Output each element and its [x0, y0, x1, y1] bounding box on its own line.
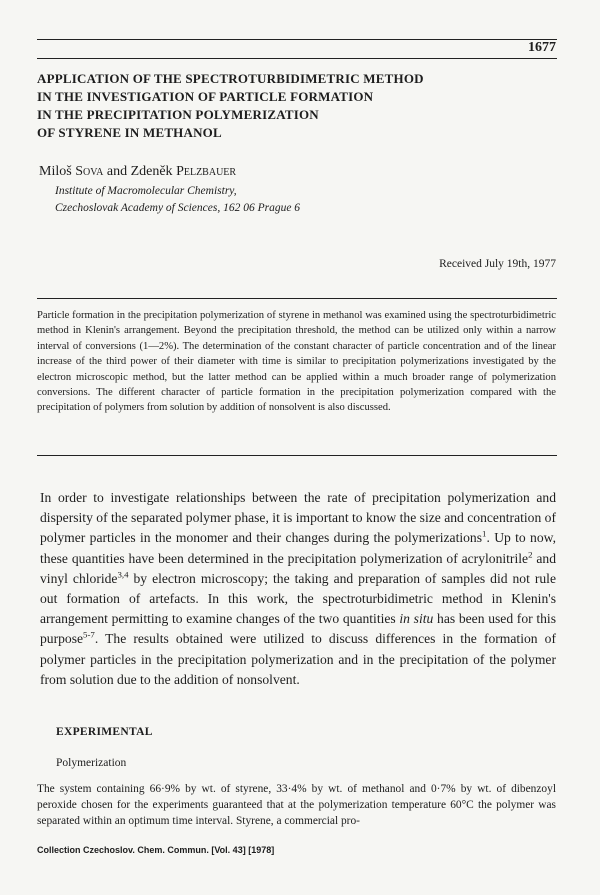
author-last-name: Pelzbauer	[176, 164, 237, 179]
experimental-paragraph: The system containing 66·9% by wt. of styrene, 33·4% by wt. of methanol and 0·7% by wt. of dibenzoyl peroxide chosen for the experiments guaranteed that at the polymerization temperature 60°C the polymer was separated within an optimum time interval. Styrene, a commercial pro-	[37, 783, 556, 827]
intro-text: In order to investigate relationships between the rate of precipitation polymerization and dispersity of the separated polymer phase, it is important to know the size and concentration of polymer particles in the monomer and their changes during the polymerizations	[40, 490, 556, 546]
subsection-heading: Polymerization	[56, 757, 127, 769]
section-heading: EXPERIMENTAL	[56, 726, 153, 738]
header-rule	[37, 39, 557, 40]
page-number: 1677	[528, 40, 556, 55]
abstract-bottom-rule	[37, 455, 557, 456]
intro-text: has been used for this purpose	[40, 611, 556, 647]
affiliation-line: Institute of Macromolecular Chemistry,	[55, 185, 237, 197]
intro-text: . The results obtained were utilized to discuss differences in the formation of polymer particles in the precipitation polymerization and in the precipitation of the polymer from solution due to the addition of nonsolvent.	[40, 631, 556, 687]
article-title	[37, 70, 537, 142]
title-line: OF STYRENE IN METHANOL	[37, 125, 222, 140]
abstract-top-rule	[37, 298, 557, 299]
reference-marker: 5-7	[83, 629, 95, 640]
abstract: Particle formation in the precipitation polymerization of styrene in methanol was examined using the spectroturbidimetric method in Klenin's arrangement. Beyond the precipitation threshold, the method can be utilized only within a narrow interval of conversions (1—2%). The determination of the constant character of particle concentration and of the linear increase of the third power of their diameter with time is similar to precipitation polymerizations investigated by the electron microscopic method, but the latter method can be applied within a much broader range of polymerization conversions. The different character of particle formation in the precipitation polymerization compared with the precipitation of polymers from solution by addition of nonsolvent is also discussed.	[37, 310, 556, 414]
intro-text: by electron microscopy; the taking and preparation of samples did not rule out formation of artefacts. In this work, the spectroturbidimetric method in Klenin's arrangement permitting to examine changes of the two quantities	[40, 570, 556, 627]
reference-marker: 2	[528, 549, 533, 560]
affiliation	[55, 183, 300, 217]
title-line: APPLICATION OF THE SPECTROTURBIDIMETRIC METHOD	[37, 71, 424, 86]
intro-text: . Up to now, these quantities have been determined in the precipitation polymerization of acrylonitrile	[40, 530, 556, 566]
title-line: IN THE INVESTIGATION OF PARTICLE FORMATION	[37, 89, 374, 104]
author-line	[39, 164, 236, 180]
author-first-name: Zdeněk	[130, 164, 173, 179]
journal-footer: Collection Czechoslov. Chem. Commun. [Vol. 43] [1978]	[37, 845, 275, 855]
author-conjunction: and	[106, 164, 128, 179]
in-situ-term: in situ	[399, 611, 434, 627]
title-line: IN THE PRECIPITATION POLYMERIZATION	[37, 107, 319, 122]
affiliation-line: Czechoslovak Academy of Sciences, 162 06 Prague 6	[55, 202, 301, 214]
reference-marker: 1	[482, 528, 487, 539]
introduction-paragraph	[40, 488, 556, 690]
intro-text: and vinyl chloride	[40, 550, 556, 586]
author-first-name: Miloš	[39, 164, 72, 179]
author-last-name: Sova	[75, 164, 104, 179]
header-rule-lower	[37, 58, 557, 59]
reference-marker: 3,4	[117, 569, 129, 580]
received-date: Received July 19th, 1977	[439, 258, 556, 270]
